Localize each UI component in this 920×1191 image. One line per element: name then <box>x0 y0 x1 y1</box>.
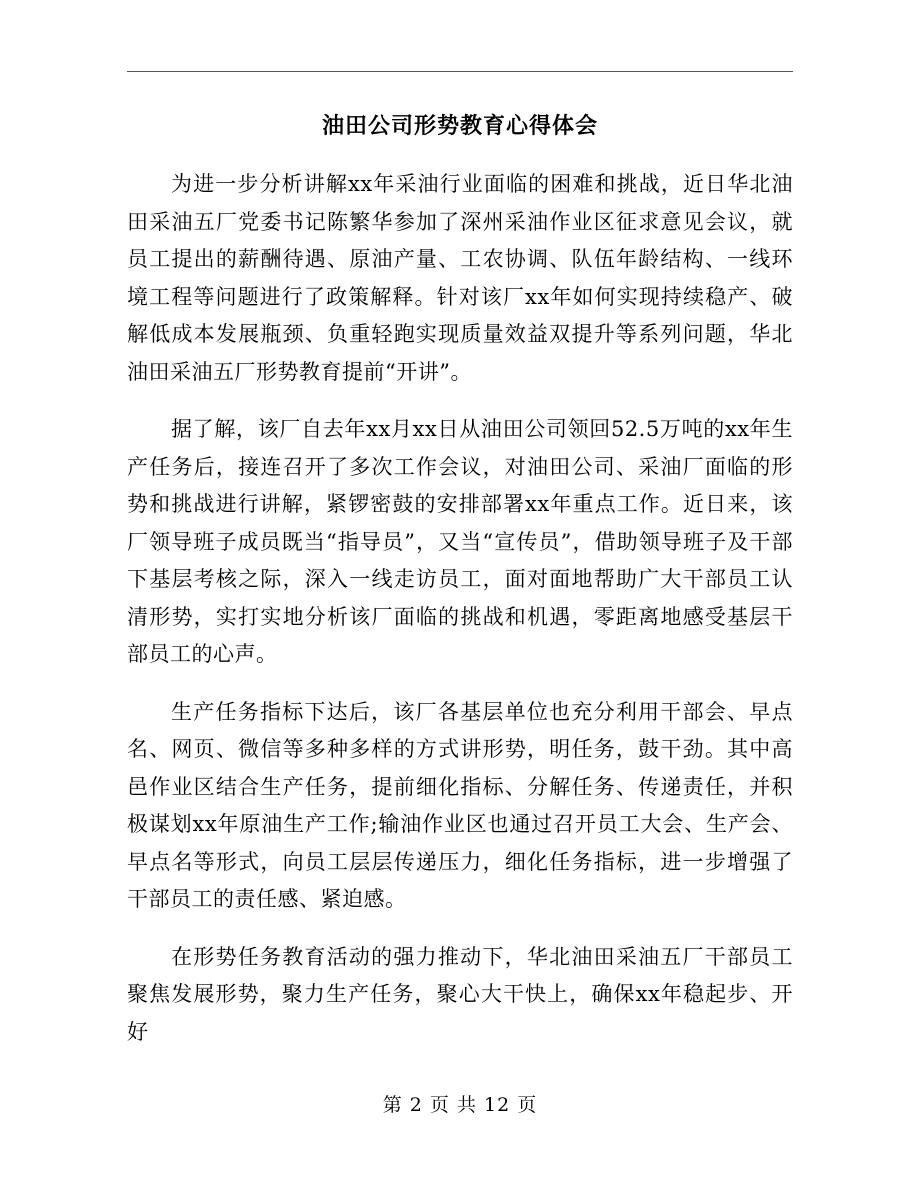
paragraph-1: 为进一步分析讲解xx年采油行业面临的困难和挑战，近日华北油田采油五厂党委书记陈繁华参加了深州采油作业区征求意见会议，就员工提出的薪酬待遇、原油产量、工农协调、队伍年龄结构、一线环境工程等问题进行了政策解释。针对该厂xx年如何实现持续稳产、破解低成本发展瓶颈、负重轻跑实现质量效益双提升等系列问题，华北油田采油五厂形势教育提前“开讲”。 <box>127 172 793 384</box>
paragraph-3: 生产任务指标下达后，该厂各基层单位也充分利用干部会、早点名、网页、微信等多种多样的方式讲形势，明任务，鼓干劲。其中高邑作业区结合生产任务，提前细化指标、分解任务、传递责任，并积极谋划xx年原油生产工作;输油作业区也通过召开员工大会、生产会、早点名等形式，向员工层层传递压力，细化任务指标，进一步增强了干部员工的责任感、紧迫感。 <box>127 699 793 911</box>
document-body <box>127 166 793 1071</box>
document-title: 油田公司形势教育心得体会 <box>321 113 598 139</box>
paragraph-2: 据了解，该厂自去年xx月xx日从油田公司领回52.5万吨的xx年生产任务后，接连召开了多次工作会议，对油田公司、采油厂面临的形势和挑战进行讲解，紧锣密鼓的安排部署xx年重点工作。近日来，该厂领导班子成员既当“指导员”，又当“宣传员”，借助领导班子及干部下基层考核之际，深入一线走访员工，面对面地帮助广大干部员工认清形势，实打实地分析该厂面临的挑战和机遇，零距离地感受基层干部员工的心声。 <box>127 417 793 666</box>
paragraph-4: 在形势任务教育活动的强力推动下，华北油田采油五厂干部员工聚焦发展形势，聚力生产任务，聚心大干快上，确保xx年稳起步、开好 <box>127 944 793 1044</box>
header-rule <box>127 71 793 72</box>
page-footer: 第 2 页 共 12 页 <box>382 1094 538 1116</box>
